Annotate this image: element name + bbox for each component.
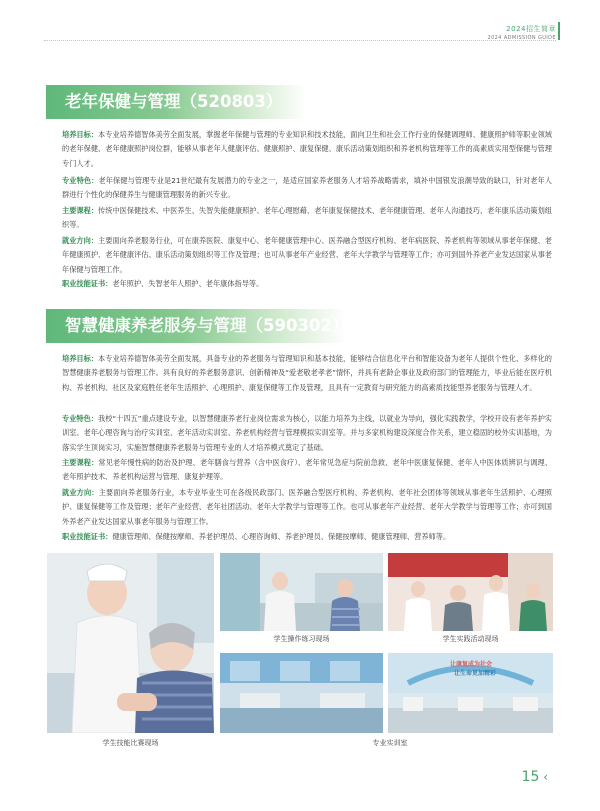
- section1-career-text: 主要面向养老服务行业，可在康养医院、康复中心、老年健康管理中心、医养融合型医疗机构、老年病医院、养老机构等领域从事老年保健、老年健康照护、老年健康评估、康乐活动策划组织等工作及管理；也可从事老年产业经营、老年大学教学与管理等工作；亦可到国外养老产业发达国家从事老年保健与管理工作。: [62, 236, 552, 274]
- section2-training-goal: [62, 352, 552, 395]
- section1-courses: [62, 204, 552, 233]
- section1-feature-label: 专业特色：: [62, 176, 99, 185]
- photo-training-room-1: [220, 653, 383, 733]
- section1-cert-label: 职业技能证书：: [62, 279, 113, 288]
- section2-cert-label: 职业技能证书：: [62, 532, 113, 541]
- page-number-value: 15: [521, 769, 540, 785]
- section2-title-bar: [46, 309, 349, 343]
- header-title-en: 2024 ADMISSION GUIDE: [487, 35, 556, 41]
- caption-student-activity: 学生实践活动现场: [442, 635, 499, 643]
- photo-student-activity: [388, 553, 553, 631]
- section2-career-text: 主要面向养老服务行业，本专业毕业生可在各级民政部门、医养融合型医疗机构、养老机构、老年社会团体等领域从事老年生活照护、心理照护、康复保健等工作及管理；老年产业经营、老年社团活动、老年大学教学与管理等工作。也可从事老年产业经营、老年大学教学与管理等工作；亦可到国外养老产业发达国家从事老年服务与管理工作。: [62, 488, 552, 526]
- header-accent-bar: [558, 22, 560, 40]
- page-number: [522, 769, 548, 785]
- banner-text-line1: 让康复成为社会: [450, 661, 493, 668]
- section1-feature: [62, 174, 552, 203]
- section1-title-bar: [46, 85, 306, 119]
- section2-cert: [62, 530, 552, 544]
- section1-training-goal-label: 培养目标：: [62, 130, 99, 139]
- page-header: [488, 24, 556, 41]
- section1-career-label: 就业方向：: [62, 236, 99, 245]
- section1-cert-text: 老年照护、失智老年人照护、老年康体指导等。: [112, 279, 264, 288]
- banner-text-line2: 让生命更加精彩: [454, 670, 497, 677]
- section1-training-goal-text: 本专业培养德智体美劳全面发展，掌握老年保健与管理的专业知识和技术技能，面向卫生和社会工作行业的保健调理师、健康照护师等职业领域的老年保健、老年健康照护岗位群，能够从事老年人健康评估、健康照护、康复保健、康乐活动策划组织和养老机构管理等工作的高素质实用型保健与管理专门人才。: [62, 130, 552, 168]
- caption-student-practice: 学生操作练习现场: [273, 635, 330, 643]
- caption-skills-competition: 学生技能比赛现场: [102, 739, 159, 747]
- section2-training-goal-text: 本专业培养德智体美劳全面发展，具备专业的养老服务与管理知识和基本技能，能够结合信息化平台和智能设备为老年人提供个性化、多样化的智慧健康养老服务与管理工作。具有良好的养老服务意识、创新精神及“爱老敬老孝老”情怀，并具有老龄企事业及政府部门的管理能力，毕业后能在医疗机构、养老机构、社区及家庭胜任老年生活照护、心理照护、康复保健等工作及管理，且具有一定教育与研究能力的高素质技能型养老服务与管理人才。: [62, 354, 552, 392]
- section2-feature: [62, 412, 552, 455]
- caption-training-room: 专业实训室: [372, 739, 408, 747]
- section2-courses: [62, 456, 552, 485]
- section2-feature-label: 专业特色：: [62, 414, 99, 423]
- header-title-cn: 2024招生简章: [506, 25, 556, 33]
- photo-training-room-2: [388, 653, 553, 733]
- section2-career-label: 就业方向：: [62, 488, 99, 497]
- section1-courses-text: 传统中医保健技术、中医养生、失智失能健康照护、老年心理慰藉、老年康复保健技术、老年健康管理、老年人沟通技巧、老年康乐活动策划组织等。: [62, 206, 552, 230]
- section2-title: 智慧健康养老服务与管理（590302）: [65, 316, 349, 335]
- section1-career: [62, 234, 552, 277]
- section2-career: [62, 486, 552, 529]
- section1-cert: [62, 277, 552, 291]
- section1-courses-label: 主要课程：: [62, 206, 99, 215]
- section1-feature-text: 老年保健与管理专业是21世纪最有发展潜力的专业之一，是适应国家养老服务人才培养战略需求，填补中国银发浪潮导致的缺口，针对老年人群进行个性化的保健养生与健康管理服务的新兴专业。: [62, 176, 552, 200]
- page-chevron-icon: ‹: [539, 770, 548, 784]
- section2-courses-text: 常见老年慢性病的防治及护理、老年膳食与营养（含中医食疗）、老年常见急症与院前急救、老年中医康复保健、老年人中医体质辨识与调理、老年照护技术、养老机构运营与管理、康复护理等。: [62, 458, 552, 482]
- section2-training-goal-label: 培养目标：: [62, 354, 99, 363]
- section1-training-goal: [62, 128, 552, 171]
- header-dotted-divider: [44, 40, 556, 41]
- section1-title: 老年保健与管理（520803）: [65, 92, 283, 111]
- section2-feature-text: 我校“十四五”重点建设专业，以智慧健康养老行业岗位需求为核心，以能力培养为主线，以就业为导向，强化实践教学，学校开设有老年养护实训室、老年心理咨询与治疗实训室、老年活动实训室、养老机构经营与管理模拟实训室等。并与多家机构建设深度合作关系，建立稳固的校外实训基地，为落实学生顶岗实习，实施智慧健康养老服务与管理专业的人才培养模式奠定了基础。: [62, 414, 552, 452]
- photo-student-practice: [220, 553, 383, 631]
- photo-skills-competition: [47, 553, 214, 733]
- section2-courses-label: 主要课程：: [62, 458, 99, 467]
- section2-cert-text: 健康管理师、保健按摩师、养老护理员、心理咨询师、养老护理员、保健按摩师、健康管理师、营养师等。: [112, 532, 451, 541]
